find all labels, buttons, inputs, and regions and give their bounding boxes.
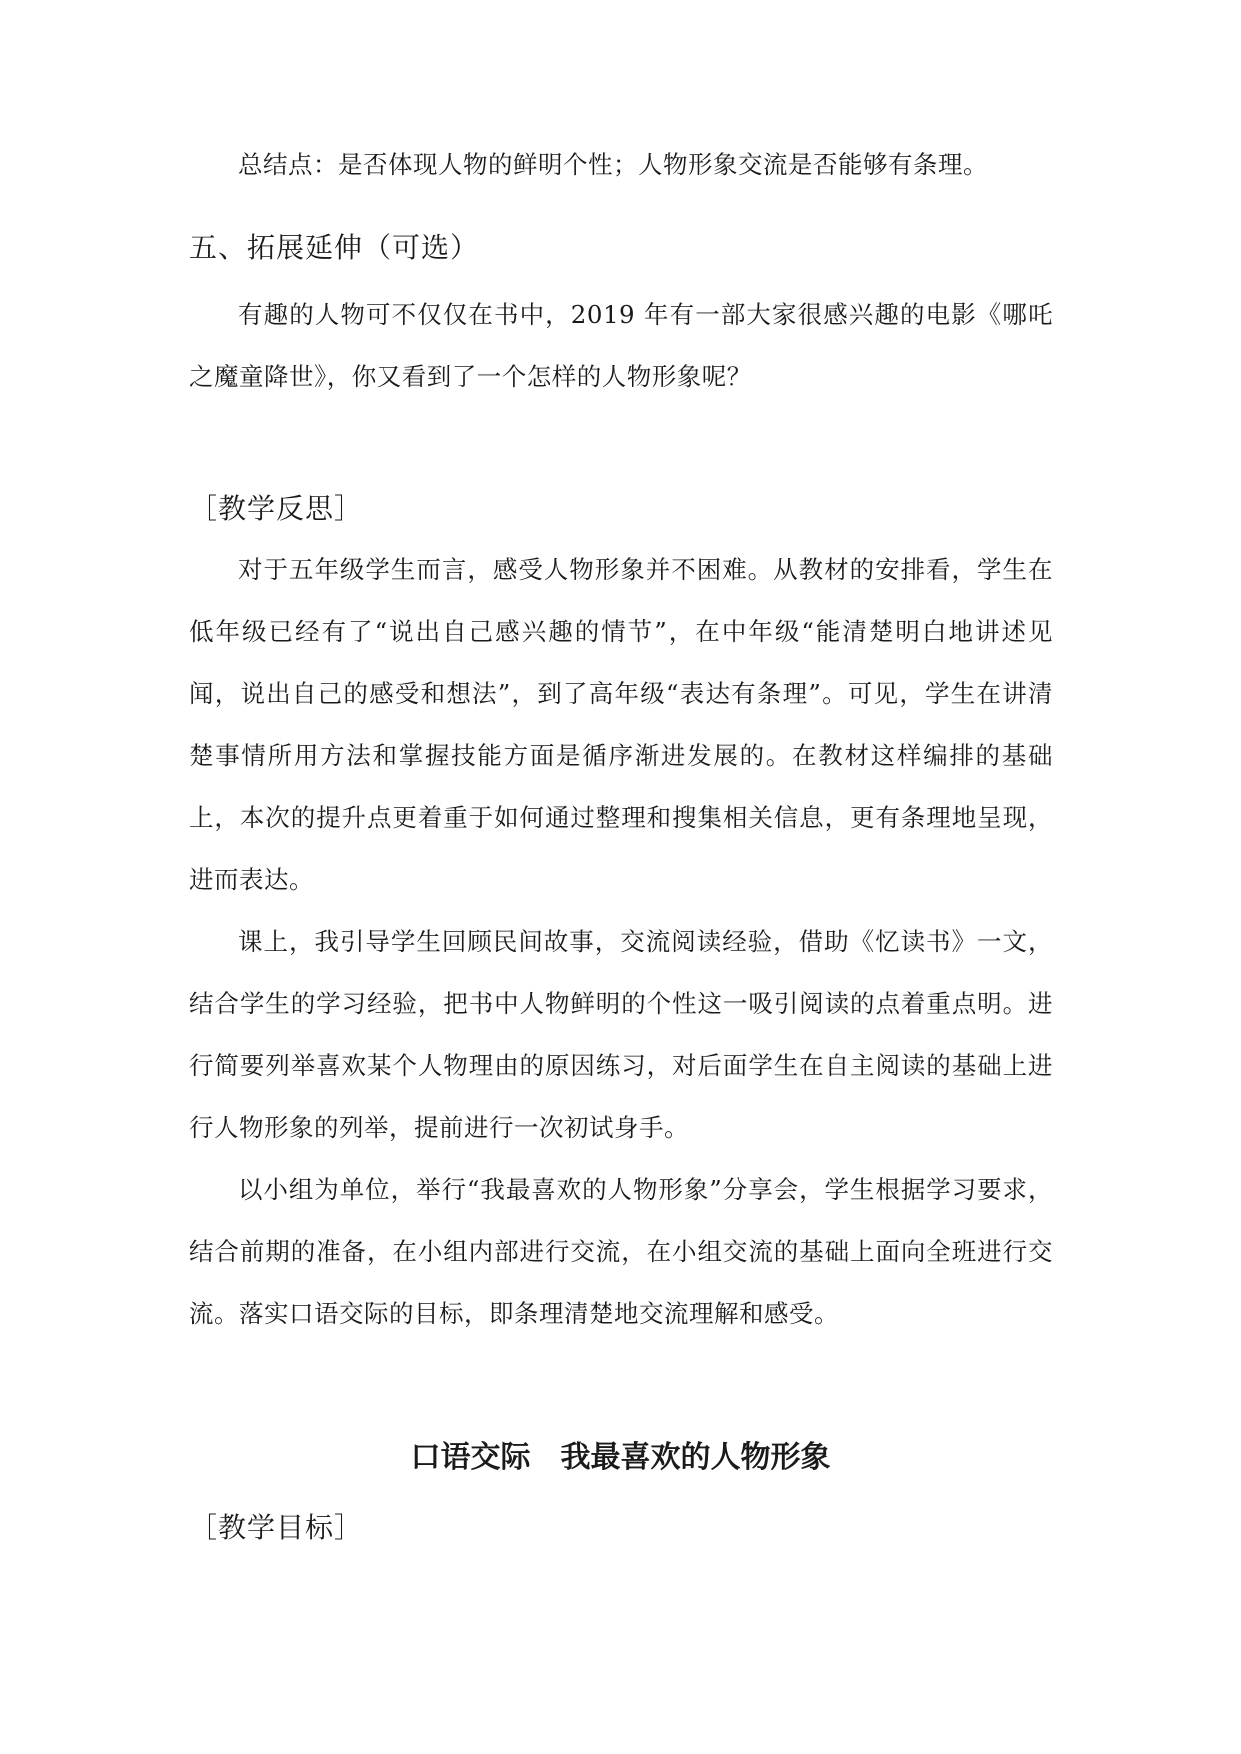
section-5-body (189, 284, 1053, 408)
section-5-heading-block (189, 228, 1053, 268)
objectives-heading: ［教学目标］ (189, 1511, 364, 1544)
paragraph: 有趣的人物可不仅仅在书中，2019 年有一部大家很感兴趣的电影《哪吒之魔童降世》，你又看到了一个怎样的人物形象呢？ (189, 300, 1053, 391)
paragraph: 对于五年级学生而言，感受人物形象并不困难。从教材的安排看，学生在低年级已经有了“说出自己感兴趣的情节”，在中年级“能清楚明白地讲述见闻，说出自己的感受和想法”，到了高年级“表达有条理”。可见，学生在讲清楚事情所用方法和掌握技能方面是循序渐进发展的。在教材这样编排的基础上，本次的提升点更着重于如何通过整理和搜集相关信息，更有条理地呈现，进而表达。 (189, 555, 1053, 894)
paragraph: 课上，我引导学生回顾民间故事，交流阅读经验，借助《忆读书》一文，结合学生的学习经验，把书中人物鲜明的个性这一吸引阅读的点着重点明。进行简要列举喜欢某个人物理由的原因练习，对后面学生在自主阅读的基础上进行人物形象的列举，提前进行一次初试身手。 (189, 927, 1053, 1142)
paragraph: 以小组为单位，举行“我最喜欢的人物形象”分享会，学生根据学习要求，结合前期的准备，在小组内部进行交流，在小组交流的基础上面向全班进行交流。落实口语交际的目标，即条理清楚地交流理解和感受。 (189, 1175, 1053, 1328)
summary-block (189, 134, 1053, 196)
section-heading: 五、拓展延伸（可选） (189, 231, 480, 264)
summary-paragraph: 总结点：是否体现人物的鲜明个性；人物形象交流是否能够有条理。 (238, 150, 988, 179)
reflection-body (189, 539, 1053, 1345)
reflection-heading-block (189, 489, 1053, 529)
reflection-heading: ［教学反思］ (189, 492, 364, 525)
objectives-heading-block (189, 1508, 1053, 1548)
lesson-title: 口语交际 我最喜欢的人物形象 (410, 1440, 831, 1475)
